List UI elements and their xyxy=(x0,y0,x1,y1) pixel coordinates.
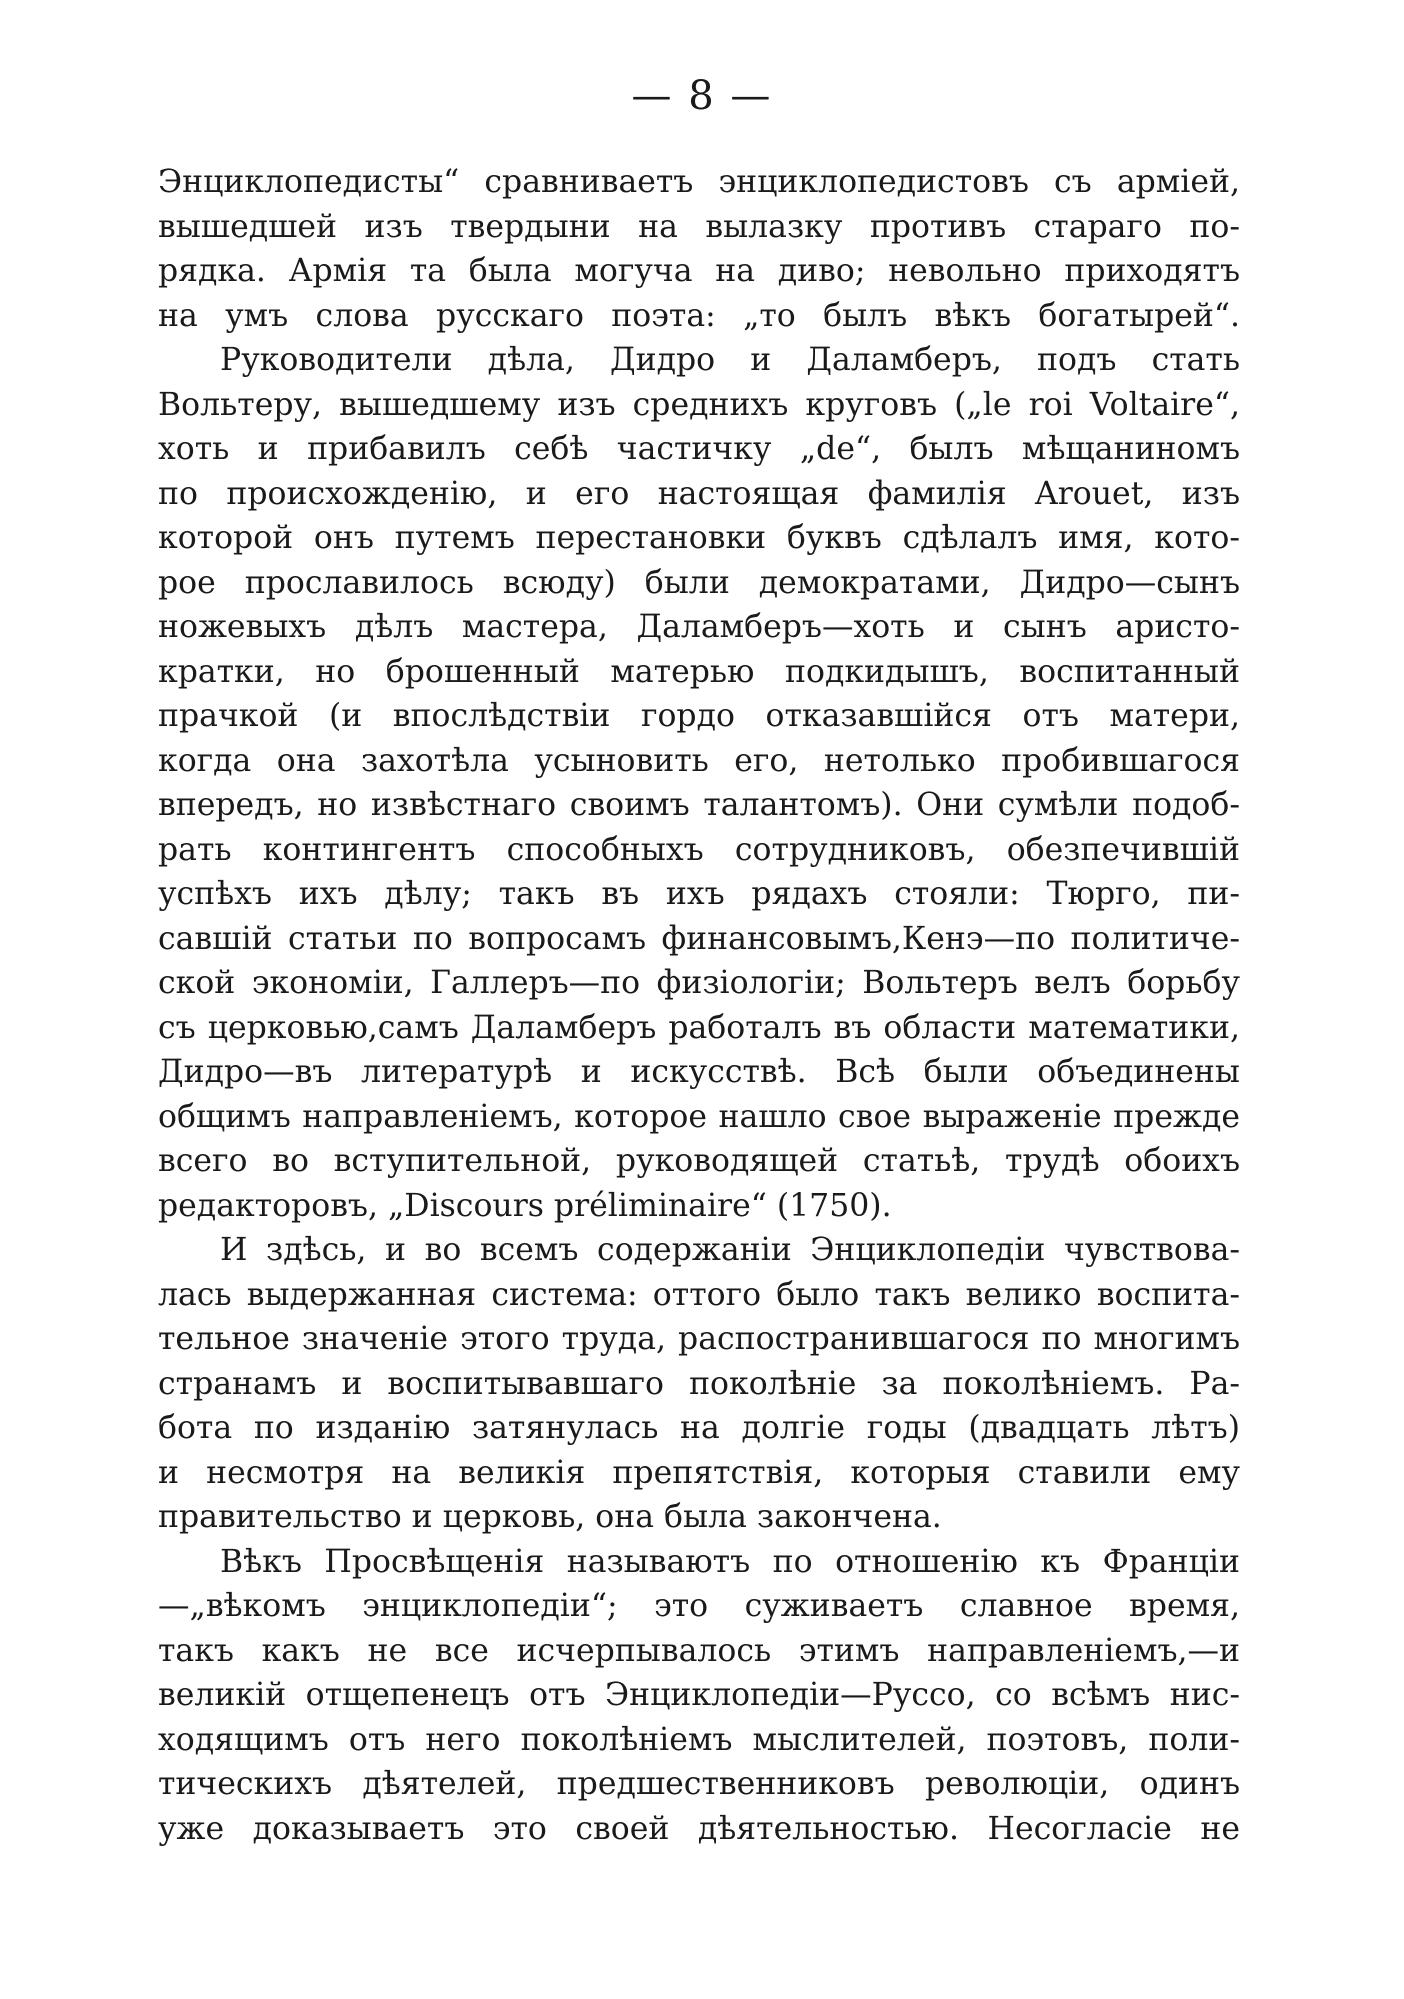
text-line: по происхожденію, и его настоящая фамилія Arouet, изъ xyxy=(158,475,1240,512)
text-line: и несмотря на великія препятствія, которыя ставили ему xyxy=(158,1454,1240,1491)
text-line: съ церковью,самъ Даламберъ работалъ въ области математики, xyxy=(158,1009,1240,1046)
text-line: тельное значеніе этого труда, распостранившагося по многимъ xyxy=(158,1321,1240,1357)
body-text xyxy=(158,160,1240,1851)
text-line: —„вѣкомъ энциклопедіи“; это суживаетъ славное время, xyxy=(158,1588,1240,1624)
text-line: рое прославилось всюду) были демократами, Дидро—сынъ xyxy=(158,564,1240,601)
text-line: рядка. Армія та была могуча на диво; невольно приходятъ xyxy=(158,253,1240,289)
text-line: ской экономіи, Галлеръ—по физіологіи; Вольтеръ велъ борьбу xyxy=(158,965,1240,1001)
text-line: Руководители дѣла, Дидро и Даламберъ, подъ стать xyxy=(220,342,1240,378)
page-number: — 8 — xyxy=(631,73,773,119)
text-line: общимъ направленіемъ, которое нашло свое выраженіе прежде xyxy=(158,1098,1240,1135)
text-line: хоть и прибавилъ себѣ частичку „de“, былъ мѣщаниномъ xyxy=(158,431,1240,467)
text-line: ходящимъ отъ него поколѣніемъ мыслителей, поэтовъ, поли- xyxy=(158,1721,1240,1758)
text-line: уже доказываетъ это своей дѣятельностью. Несогласіе не xyxy=(158,1810,1240,1847)
paragraph xyxy=(158,160,1240,338)
text-line: Дидро—въ литературѣ и искусствѣ. Всѣ были объединены xyxy=(158,1054,1240,1090)
text-line: редакторовъ, „Discours préliminaire“ (1750). xyxy=(158,1187,892,1224)
text-line: правительство и церковь, она была закончена. xyxy=(158,1499,942,1535)
text-line: на умъ слова русскаго поэта: „то былъ вѣкъ богатырей“. xyxy=(158,297,1240,334)
text-line: тическихъ дѣятелей, предшественниковъ революціи, одинъ xyxy=(158,1766,1240,1802)
text-line: бота по изданію затянулась на долгіе годы (двадцать лѣтъ) xyxy=(158,1410,1240,1446)
text-line: которой онъ путемъ перестановки буквъ сдѣлалъ имя, кото- xyxy=(158,520,1240,556)
text-line: кратки, но брошенный матерью подкидышъ, воспитанный xyxy=(158,653,1240,690)
text-line: лась выдержанная система: оттого было такъ велико воспита- xyxy=(158,1276,1240,1313)
text-line: И здѣсь, и во всемъ содержаніи Энциклопедіи чувствова- xyxy=(220,1232,1240,1268)
paragraph xyxy=(158,1228,1240,1540)
paragraph xyxy=(158,1540,1240,1852)
text-line: рать контингентъ способныхъ сотрудниковъ, обезпечившій xyxy=(158,831,1240,868)
text-line: когда она захотѣла усыновить его, нетолько пробившагося xyxy=(158,742,1240,779)
text-line: странамъ и воспитывавшаго поколѣніе за поколѣніемъ. Ра- xyxy=(158,1365,1240,1402)
text-line: успѣхъ ихъ дѣлу; такъ въ ихъ рядахъ стояли: Тюрго, пи- xyxy=(158,876,1240,912)
text-line: вышедшей изъ твердыни на вылазку противъ стараго по- xyxy=(158,208,1240,245)
text-line: великій отщепенецъ отъ Энциклопедіи—Руссо, со всѣмъ нис- xyxy=(158,1677,1240,1713)
text-line: савшій статьи по вопросамъ финансовымъ,Кенэ—по политиче- xyxy=(158,920,1240,957)
paragraph xyxy=(158,338,1240,1228)
text-line: всего во вступительной, руководящей статьѣ, трудѣ обоихъ xyxy=(158,1143,1240,1179)
text-line: такъ какъ не все исчерпывалось этимъ направленіемъ,—и xyxy=(158,1632,1240,1669)
text-line: Энциклопедисты“ сравниваетъ энциклопедистовъ съ арміей, xyxy=(158,164,1240,200)
text-line: Вольтеру, вышедшему изъ среднихъ круговъ („le roi Voltaire“, xyxy=(158,386,1240,423)
text-line: ножевыхъ дѣлъ мастера, Даламберъ—хоть и сынъ аристо- xyxy=(158,609,1240,645)
text-line: прачкой (и впослѣдствіи гордо отказавшійся отъ матери, xyxy=(158,698,1240,734)
text-line: Вѣкъ Просвѣщенія называютъ по отношенію къ Франціи xyxy=(220,1543,1240,1580)
text-line: впередъ, но извѣстнаго своимъ талантомъ). Они сумѣли подоб- xyxy=(158,787,1240,823)
